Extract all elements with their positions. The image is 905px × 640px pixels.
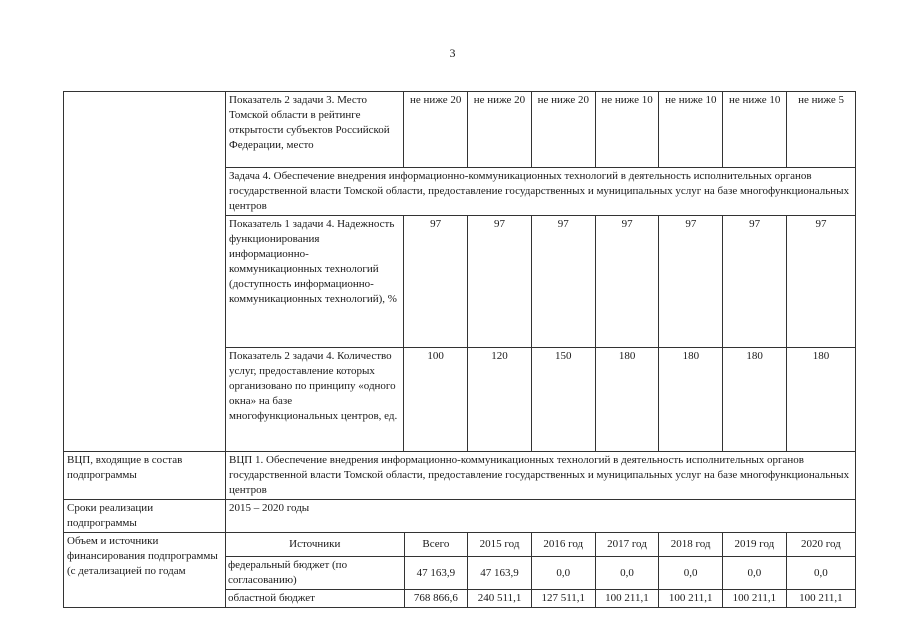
finance-value: 0,0 — [531, 557, 595, 590]
finance-header-row — [226, 533, 855, 557]
indicator-value: 97 — [468, 216, 532, 348]
indicator-value: 100 — [404, 348, 468, 452]
finance-cell — [226, 533, 856, 608]
terms-text: 2015 – 2020 годы — [226, 500, 856, 533]
indicator-label: Показатель 2 задачи 3. Место Томской области в рейтинге открытости субъектов Российской Федерации, место — [226, 92, 404, 168]
indicator-value: 97 — [404, 216, 468, 348]
finance-header-cell: 2019 год — [723, 533, 787, 557]
indicator-value: не ниже 20 — [404, 92, 468, 168]
finance-header-cell: Источники — [289, 538, 341, 550]
finance-value: 100 211,1 — [595, 590, 659, 608]
finance-value: 47 163,9 — [468, 557, 532, 590]
finance-header-cell: 2016 год — [531, 533, 595, 557]
indicator-value: 97 — [723, 216, 787, 348]
finance-value: 127 511,1 — [531, 590, 595, 608]
finance-row-regional — [226, 590, 855, 608]
finance-header-cell: Всего — [404, 533, 468, 557]
indicator-value: 97 — [787, 216, 856, 348]
vcp-label: ВЦП, входящие в состав подпрограммы — [64, 452, 226, 500]
indicator-value: не ниже 10 — [595, 92, 659, 168]
finance-header-cell: 2015 год — [468, 533, 532, 557]
page-number: 3 — [449, 46, 456, 60]
indicator-value: 180 — [595, 348, 659, 452]
indicator-value: не ниже 5 — [787, 92, 856, 168]
table-row — [64, 500, 856, 533]
indicator-value: 150 — [531, 348, 595, 452]
finance-value: 100 211,1 — [723, 590, 787, 608]
finance-row-federal — [226, 557, 855, 590]
table-row — [64, 92, 856, 168]
finance-header-cell: 2020 год — [786, 533, 855, 557]
finance-value: 0,0 — [786, 557, 855, 590]
indicator-value: 180 — [659, 348, 723, 452]
indicator-value: 180 — [787, 348, 856, 452]
finance-header-cell: 2017 год — [595, 533, 659, 557]
finance-label: Объем и источники финансирования подпрограммы (с детализацией по годам — [64, 533, 226, 608]
indicator-value: не ниже 20 — [468, 92, 532, 168]
indicator-label: Показатель 1 задачи 4. Надежность функционирования информационно-коммуникационных технологий (доступность информационно-коммуникационных технологий), % — [226, 216, 404, 348]
finance-value: 100 211,1 — [786, 590, 855, 608]
finance-value: 100 211,1 — [659, 590, 723, 608]
table-row — [64, 533, 856, 608]
subprogram-passport-table — [63, 91, 856, 608]
finance-source: областной бюджет — [226, 590, 404, 608]
terms-label: Сроки реализации подпрограммы — [64, 500, 226, 533]
task-description: Задача 4. Обеспечение внедрения информационно-коммуникационных технологий в деятельность исполнительных органов государственной власти Томской области, предоставление государственных и муниципальных услуг на базе многофункциональных центров — [226, 168, 856, 216]
indicator-value: 97 — [531, 216, 595, 348]
finance-value: 47 163,9 — [404, 557, 468, 590]
finance-header-cell: 2018 год — [659, 533, 723, 557]
finance-value: 0,0 — [595, 557, 659, 590]
indicator-value: не ниже 10 — [723, 92, 787, 168]
indicator-value: 120 — [468, 348, 532, 452]
finance-value: 240 511,1 — [468, 590, 532, 608]
indicator-value: 180 — [723, 348, 787, 452]
indicator-value: 97 — [595, 216, 659, 348]
finance-value: 768 866,6 — [404, 590, 468, 608]
vcp-text: ВЦП 1. Обеспечение внедрения информационно-коммуникационных технологий в деятельность исполнительных органов государственной власти Томской области, предоставление государственных и муниципальных услуг на базе многофункциональных центров — [226, 452, 856, 500]
indicator-value: не ниже 20 — [531, 92, 595, 168]
indicator-label: Показатель 2 задачи 4. Количество услуг, предоставление которых организовано по принципу «одного окна» на базе многофункциональных центров, ед. — [226, 348, 404, 452]
finance-source: федеральный бюджет (по согласованию) — [226, 557, 404, 590]
empty-cell — [64, 92, 226, 452]
indicator-value: не ниже 10 — [659, 92, 723, 168]
finance-value: 0,0 — [659, 557, 723, 590]
table-row — [64, 452, 856, 500]
finance-table — [226, 533, 855, 607]
indicator-value: 97 — [659, 216, 723, 348]
finance-value: 0,0 — [723, 557, 787, 590]
